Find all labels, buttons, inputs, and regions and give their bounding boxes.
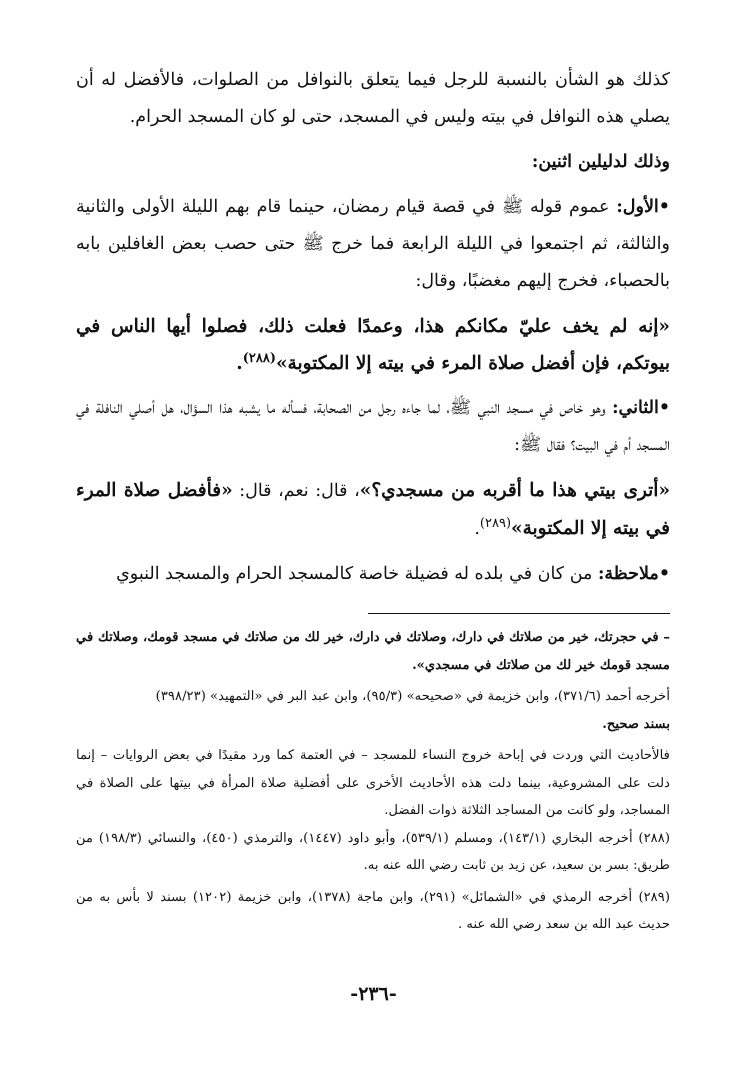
second-proof-label: • الثاني: (612, 398, 670, 418)
hadith-quote-2-reply: ، قال: نعم، قال: (232, 481, 360, 501)
paragraph-two-proofs: وذلك لدليلين اثنين: (531, 152, 670, 172)
hadith-quote-1: «إنه لم يخف عليّ مكانكم هذا، وعمدًا فعلت ذلك، فصلوا أيها الناس في بيوتكم، فإن أفضل صلاة المرء في بيته إلا المكتوبة»$^{(٢٨٨)}$. (76, 316, 670, 374)
page-content (76, 62, 670, 939)
first-proof-text: عموم قوله ﷺ في قصة قيام رمضان، حينما قام بهم الليلة الأولى والثانية والثالثة، ثم اجتمعوا في الليلة الرابعة فما خرج ﷺ حتى حصب بعض الغافلين بابه بالحصباء، فخرج إليهم مغضبًا، وقال: (76, 197, 670, 291)
note-text: من كان في بلده له فضيلة خاصة كالمسجد الحرام والمسجد النبوي (116, 564, 593, 584)
footnotes (76, 624, 670, 939)
footnote-288: (٢٨٨) أخرجه البخاري (١٤٣/١)، ومسلم (٥٣٩/١)، وأبو داود (١٤٤٧)، والترمذي (٤٥٠)، والنسائي (١٩٨/٣) من طريق: بسر بن سعيد، عن زيد بن ثابت رضي الله عنه به. (76, 830, 670, 873)
footnote-ref-288: (٢٨٨) (242, 350, 276, 366)
paragraph-note (76, 556, 670, 593)
paragraph-first-proof (76, 189, 670, 300)
footnote-289: (٢٨٩) أخرجه الرمذي في «الشمائل» (٢٩١)، وابن ماجة (١٣٧٨)، وابن خزيمة (١٢٠٢) بسند لا بأس به من حديث عبد الله بن سعد رضي الله عنه . (76, 889, 670, 932)
main-text (76, 62, 670, 593)
paragraph-second-proof (76, 390, 670, 464)
footnote-comment: فالأحاديث التي وردت في إباحة خروج النساء للمسجد – في العتمة كما ورد مقيدًا في بعض الروايات – إنما دلت على المشروعية، بينما دلت هذه الأحاديث الأخرى على أفضلية صلاة المرأة في بيتها على الصلاة في المساجد، ولو كانت من المساجد الثلاثة ذوات الفضل. (76, 748, 670, 818)
footnote-divider (368, 613, 670, 614)
page-number: -٢٣٦- (350, 983, 397, 1005)
second-proof-text: وهو خاص في مسجد النبي ﷺ، لما جاءه رجل من الصحابة، فسأله ما يشبه هذا السؤال، هل أصلي النافلة في المسجد أم في البيت؟ فقال ﷺ: (76, 398, 670, 455)
hadith-quote-1-text: «إنه لم يخف عليّ مكانكم هذا، وعمدًا فعلت ذلك، فصلوا أيها الناس في بيوتكم، فإن أفضل صلاة المرء في بيته إلا المكتوبة» (76, 316, 670, 374)
paragraph-intro: كذلك هو الشأن بالنسبة للرجل فيما يتعلق بالنوافل من الصلوات، فالأفضل له أن يصلي هذه النوافل في بيته وليس في المسجد، حتى لو كان المسجد الحرام. (76, 70, 670, 127)
hadith-quote-2-question: «أترى بيتي هذا ما أقربه من مسجدي؟» (359, 480, 671, 501)
hadith-quote-2-answer: «فأفضل صلاة المرء في بيته إلا المكتوبة» (76, 480, 670, 539)
first-proof-label: • الأول: (616, 197, 670, 217)
hadith-quote-2: «أترى بيتي هذا ما أقربه من مسجدي؟»، قال: نعم، قال: «فأفضل صلاة المرء في بيته إلا المكتوبة»$^{(٢٨٩)}$. (76, 480, 671, 539)
footnote-ref-289: (٢٨٩) (479, 516, 512, 532)
footnote-continuation: – في حجرتك، خير من صلاتك في دارك، وصلاتك في دارك، خير لك من صلاتك في مسجد قومك، وصلاتك في مسجد قومك خير لك من صلاتك في مسجدي». (76, 630, 670, 673)
note-label: • ملاحظة: (598, 564, 670, 584)
footnote-sanad: بسند صحيح. (602, 716, 670, 732)
footnote-takhrij: أخرجه أحمد (٣٧١/٦)، وابن خزيمة في «صحيحه» (٩٥/٣)، وابن عبد البر في «التمهيد» (٣٩٨/٢٣) (155, 689, 670, 704)
